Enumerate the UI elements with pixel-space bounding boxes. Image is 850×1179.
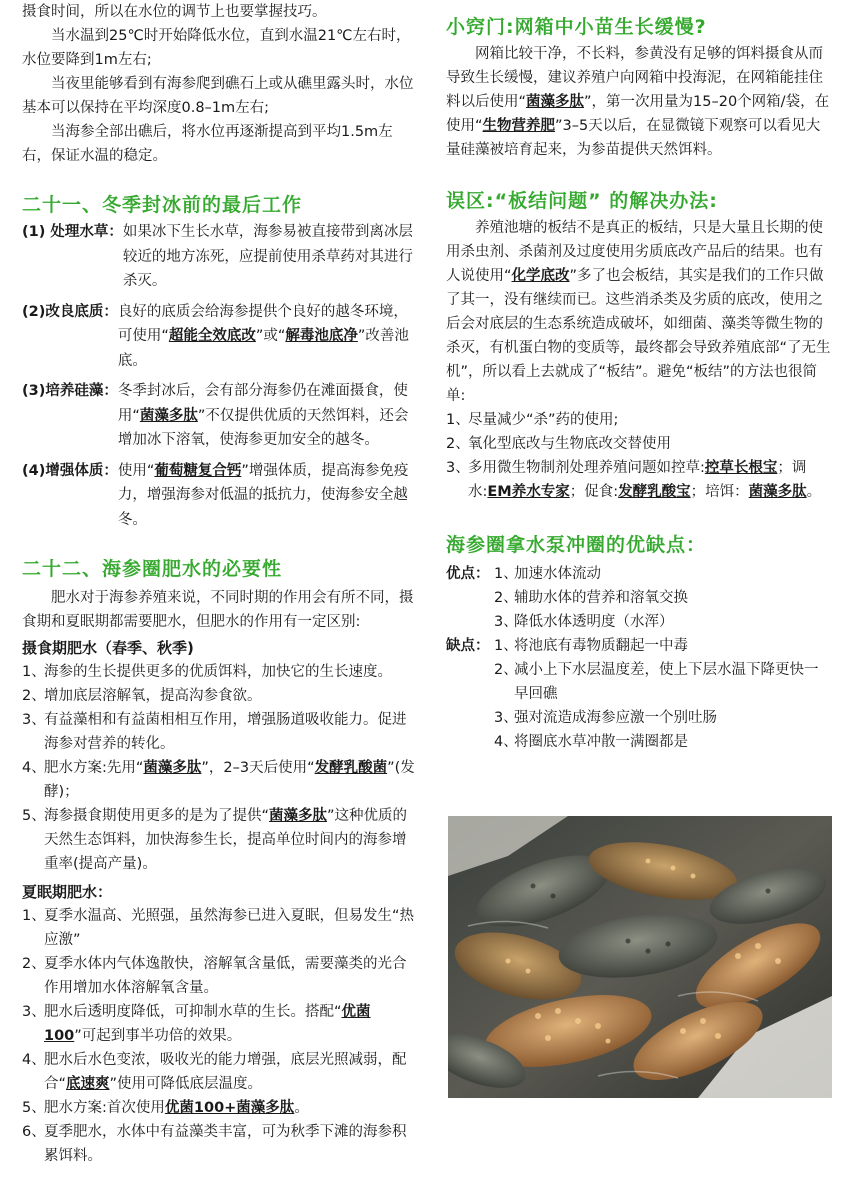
product-name: 生物营养肥	[482, 118, 556, 134]
right-column	[446, 0, 832, 754]
left-column	[22, 0, 420, 1168]
tip-title: 小窍门:网箱中小苗生长缓慢?	[446, 16, 707, 38]
summer-item: 5、 肥水方案:首次使用优菌100+菌藻多肽。	[22, 1100, 309, 1116]
section-22-intro: 肥水对于海参养殖来说，不同时期的作用会有所不同，摄食期和夏眠期都需要肥水，但肥水的作用有一定区别:	[22, 590, 414, 630]
feeding-item: 2、 增加底层溶解氧，提高沟参食欲。	[22, 688, 262, 704]
product-name: 优菌100	[44, 1004, 371, 1044]
feeding-period-title: 摄食期肥水（春季、秋季)	[22, 639, 194, 657]
product-name: 菌藻多肽	[526, 94, 585, 110]
feeding-item: 4、 肥水方案:先用“菌藻多肽”，2–3天后使用“发酵乳酸菌”(发酵)；	[22, 760, 415, 800]
winter-item-label: (1) 处理水草：	[22, 224, 123, 240]
winter-item-label: (3)培养硅藻：	[22, 383, 118, 399]
product-name: EM养水专家	[487, 484, 570, 500]
product-name: 菌藻多肽	[269, 808, 328, 824]
section-22-title: 二十二、海参圈肥水的必要性	[22, 558, 283, 580]
product-name: 超能全效底改	[168, 328, 256, 344]
cons-item: 2、 减小上下水层温度差，使上下层水温下降更快一早回礁	[494, 662, 819, 702]
winter-item-label: (4)增强体质：	[22, 462, 118, 479]
intro-paragraph-1: 摄食时间，所以在水位的调节上也要掌握技巧。	[22, 4, 327, 20]
product-name: 菌藻多肽	[748, 484, 807, 500]
summer-item: 6、 夏季肥水，水体中有益藻类丰富，可为秋季下滩的海参积累饵料。	[22, 1124, 407, 1164]
sea-cucumber-photo	[448, 816, 832, 1098]
tip-paragraph: 网箱比较干净，不长料，参黄没有足够的饵料摄食从而导致生长缓慢，建议养殖户向网箱中投海泥，在网箱能挂住料以后使用“菌藻多肽”，第一次用量为15–20个网箱/袋，在使用“生物营养肥”3–5天以后，在显微镜下观察可以看见大量硅藻被培育起来，为参苗提供天然饵料。	[446, 46, 830, 158]
summer-period-title: 夏眠期肥水：	[22, 883, 113, 901]
intro-paragraph-4: 当海参全部出礁后，将水位再逐渐提高到平均1.5m左右，保证水温的稳定。	[22, 124, 393, 164]
feeding-item: 5、 海参摄食期使用更多的是为了提供“菌藻多肽”这种优质的天然生态饵料，加快海参生长，提高单位时间内的海参增重率(提高产量)。	[22, 808, 408, 872]
summer-item: 3、 肥水后透明度降低，可抑制水草的生长。搭配“优菌100”可起到事半功倍的效果。	[22, 1004, 371, 1044]
summer-item: 4、 肥水后水色变浓，吸收光的能力增强，底层光照减弱，配合“底速爽”使用可降低底层温度。	[22, 1052, 407, 1092]
winter-item-label: (2)改良底质：	[22, 303, 118, 320]
intro-paragraph-2: 当水温到25℃时开始降低水位，直到水温21℃左右时，水位要降到1m左右;	[22, 28, 411, 68]
pros-item: 2、 辅助水体的营养和溶氧交换	[494, 590, 688, 606]
pros-label: 优点：	[446, 566, 490, 582]
sea-cucumber-image	[448, 816, 832, 1098]
winter-item-2	[22, 300, 420, 374]
winter-item-3	[22, 379, 420, 453]
pros-item: 优点： 1、 加速水体流动	[446, 562, 832, 586]
pros-item: 3、 降低水体透明度（水浑）	[494, 614, 674, 630]
summer-item: 2、 夏季水体内气体逸散快，溶解氧含量低，需要藻类的光合作用增加水体溶解氧含量。	[22, 956, 407, 996]
myth-paragraph: 养殖池塘的板结不是真正的板结，只是大量且长期的使用杀虫剂、杀菌剂及过度使用劣质底改产品后的结果。也有人说使用“化学底改”多了也会板结，其实是我们的工作只做了其一，没有继续而已。这些消杀类及劣质的底改，使用之后会对底层的生态系统造成破坏，如细菌、藻类等微生物的杀灭，有机蛋白物的变质等，最终都会导致养殖底部“了无生机”，所以看上去就成了“板结”。避免“板结”的方法也很简单:	[446, 220, 831, 404]
winter-item-text: 良好的底质会给海参提供个良好的越冬环境，可使用“超能全效底改”或“解毒池底净”改善池底。	[117, 303, 409, 369]
intro-paragraph-3: 当夜里能够看到有海参爬到礁石上或从礁里露头时，水位基本可以保持在平均深度0.8–1m左右;	[22, 76, 414, 116]
product-name: 控草长根宝	[704, 460, 778, 476]
product-name: 葡萄糖复合钙	[154, 462, 242, 479]
product-name: 菌藻多肽	[143, 760, 202, 776]
product-name: 化学底改	[511, 268, 570, 284]
product-name: 发酵乳酸菌	[314, 760, 388, 776]
product-name: 菌藻多肽	[139, 407, 198, 424]
cons-item: 4、 将圈底水草冲散一满圈都是	[494, 734, 688, 750]
feeding-item: 1、 海参的生长提供更多的优质饵料，加快它的生长速度。	[22, 664, 392, 680]
cons-label: 缺点：	[446, 638, 490, 654]
product-name: 解毒池底净	[285, 328, 358, 344]
pump-title: 海参圈拿水泵冲圈的优缺点：	[446, 534, 707, 556]
section-21-title: 二十一、冬季封冰前的最后工作	[22, 194, 303, 216]
winter-item-text: 如果冰下生长水草，海参易被直接带到离冰层较近的地方冻死，应提前使用杀草药对其进行杀灭。	[122, 224, 413, 289]
winter-item-text: 使用“葡萄糖复合钙”增强体质，提高海参免疫力，增强海参对低温的抵抗力，使海参安全越冬。	[117, 462, 409, 528]
product-name: 优菌100+菌藻多肽	[164, 1100, 295, 1116]
myth-title: 误区:“板结问题” 的解决办法:	[446, 190, 718, 212]
winter-item-4	[22, 459, 420, 533]
feeding-item: 3、 有益藻相和有益菌相相互作用，增强肠道吸收能力。促进海参对营养的转化。	[22, 712, 407, 752]
myth-list-item: 2、 氧化型底改与生物底改交替使用	[446, 436, 671, 452]
winter-item-1	[22, 220, 420, 294]
cons-item: 3、 强对流造成海参应激一个别吐肠	[494, 710, 717, 726]
summer-item: 1、 夏季水温高、光照强，虽然海参已进入夏眠，但易发生“热应激”	[22, 908, 415, 948]
winter-item-text: 冬季封冰后，会有部分海参仍在滩面摄食，使用“菌藻多肽”不仅提供优质的天然饵料，还会增加冰下溶氧，使海参更加安全的越冬。	[117, 383, 409, 448]
product-name: 底速爽	[66, 1076, 110, 1092]
product-name: 发酵乳酸宝	[618, 484, 691, 500]
cons-item: 缺点： 1、 将池底有毒物质翻起一中毒	[446, 634, 832, 658]
myth-list-item: 1、 尽量减少“杀”药的使用;	[446, 412, 619, 428]
myth-list-item: 3、 多用微生物制剂处理养殖问题如控草:控草长根宝；调水:EM养水专家；促食:发酵乳酸宝；培饵：菌藻多肽。	[446, 460, 822, 500]
